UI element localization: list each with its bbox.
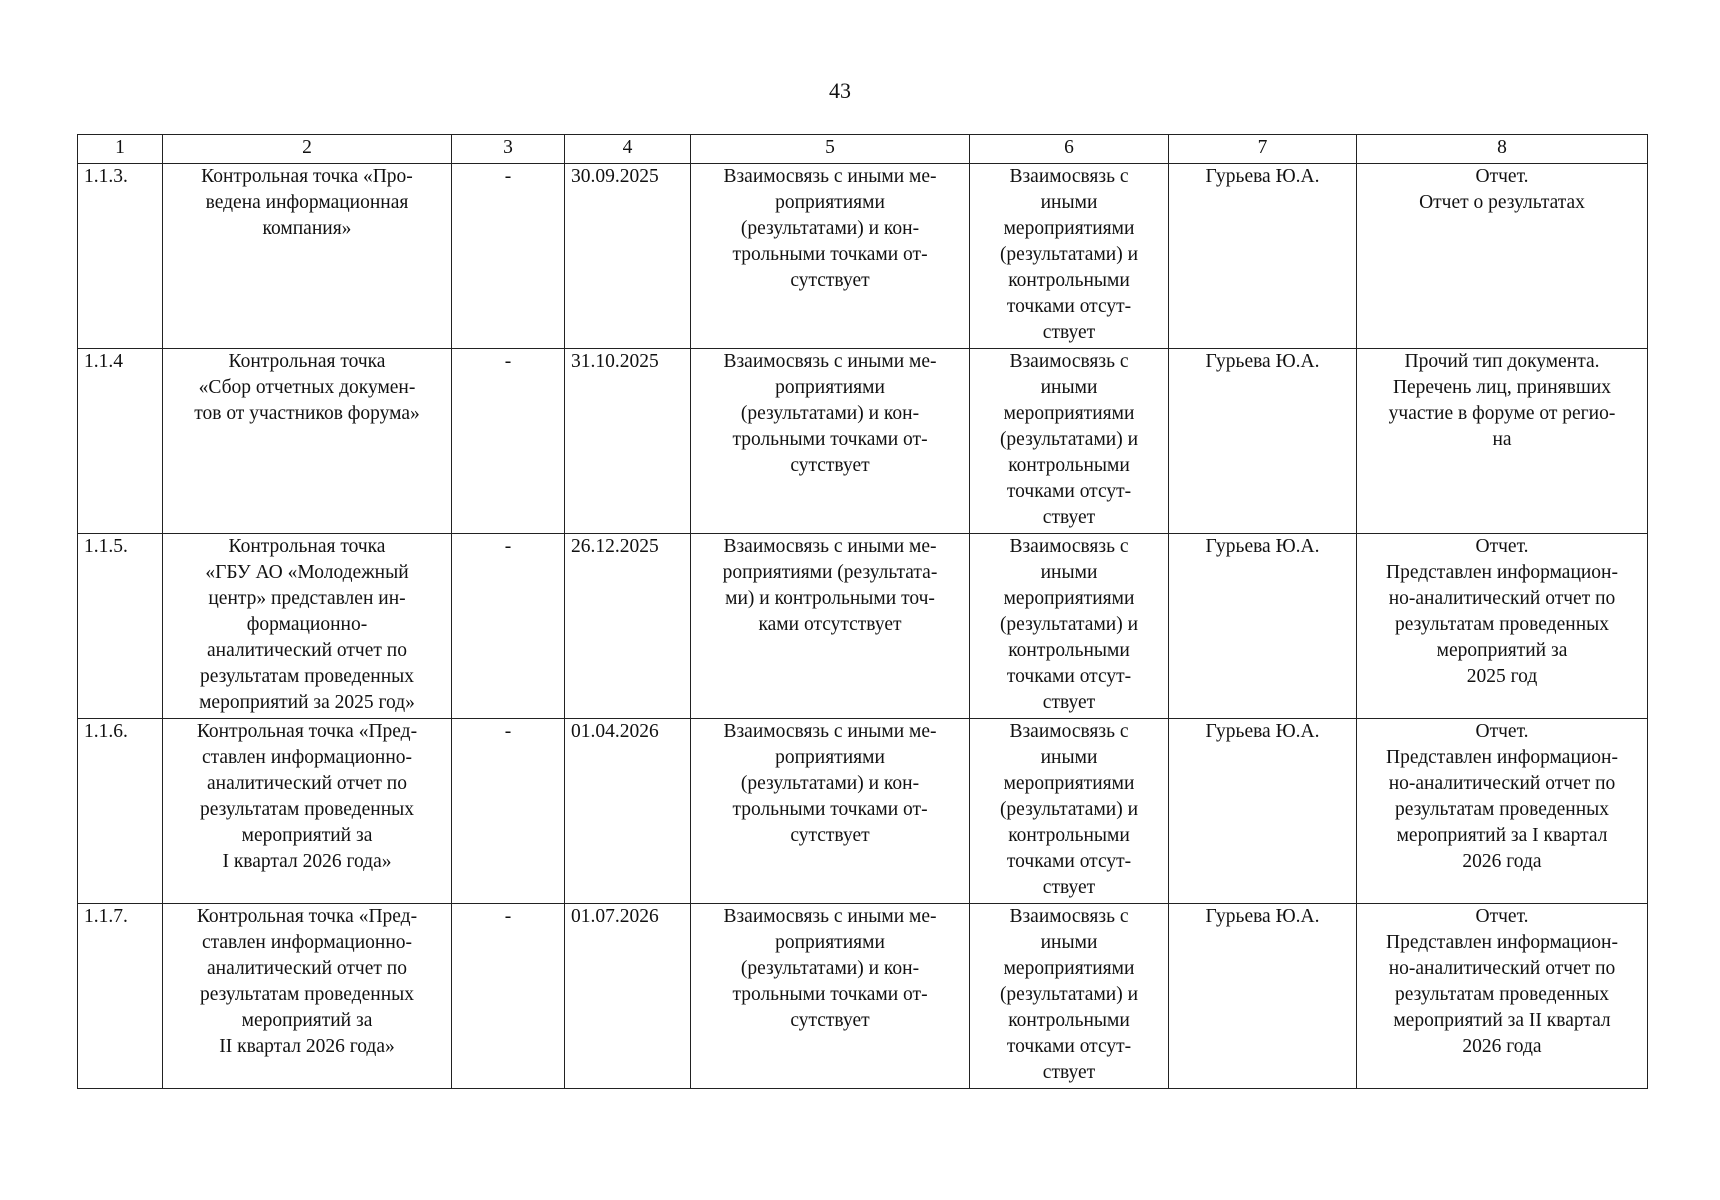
cell-line: аналитический отчет по [207, 773, 407, 794]
cell-line: но-аналитический отчет по [1388, 773, 1616, 794]
cell-line: точками отсут- [1006, 1036, 1132, 1057]
document-cell [1357, 904, 1648, 1089]
control-points-table [77, 134, 1648, 1089]
table-row [78, 349, 1648, 534]
cell-line: результатам проведенных [200, 666, 414, 687]
header-cell: 7 [1169, 135, 1357, 164]
cell-line: (результатами) и [999, 984, 1139, 1005]
responsible-cell: Гурьева Ю.А. [1169, 349, 1357, 534]
cell-line: Представлен информацион- [1386, 747, 1618, 768]
cell-line: иными [1040, 562, 1098, 583]
header-cell: 2 [163, 135, 452, 164]
control-point-name-cell [163, 719, 452, 904]
cell-line: Отчет. [1475, 166, 1529, 187]
control-point-name-cell [163, 904, 452, 1089]
relation-cell-alt [970, 349, 1169, 534]
cell-line: Прочий тип документа. [1404, 351, 1600, 372]
cell-line: мероприятий за II квартал [1393, 1010, 1611, 1031]
cell-line: Взаимосвязь с иными ме- [723, 536, 937, 557]
cell-line: результатам проведенных [200, 984, 414, 1005]
cell-line: ствует [1042, 1062, 1096, 1083]
cell-line: (результатами) и [999, 429, 1139, 450]
cell-line: результатам проведенных [200, 799, 414, 820]
cell-line: иными [1040, 747, 1098, 768]
row-number-cell: 1.1.6. [78, 719, 163, 904]
cell-line: мероприятий за I квартал [1396, 825, 1608, 846]
table-row [78, 719, 1648, 904]
table-row [78, 534, 1648, 719]
cell-line: Взаимосвязь с [1009, 721, 1129, 742]
cell-line: Взаимосвязь с иными ме- [723, 906, 937, 927]
date-cell: 26.12.2025 [565, 534, 691, 719]
document-cell [1357, 534, 1648, 719]
cell-line: Взаимосвязь с иными ме- [723, 351, 937, 372]
cell-line: контрольными [1008, 270, 1130, 291]
cell-line: сутствует [790, 1010, 870, 1031]
cell-line: Отчет. [1475, 906, 1529, 927]
cell-line: трольными точками от- [732, 799, 928, 820]
header-cell: 4 [565, 135, 691, 164]
cell-line: Взаимосвязь с [1009, 536, 1129, 557]
cell-line: Отчет. [1475, 721, 1529, 742]
date-cell: 31.10.2025 [565, 349, 691, 534]
cell-line: ставлен информационно- [201, 932, 413, 953]
responsible-cell: Гурьева Ю.А. [1169, 904, 1357, 1089]
cell-line: аналитический отчет по [207, 640, 407, 661]
header-cell: 8 [1357, 135, 1648, 164]
cell-line: тов от участников форума» [194, 403, 420, 424]
cell-line: контрольными [1008, 455, 1130, 476]
date-cell: 01.07.2026 [565, 904, 691, 1089]
cell-line: результатам проведенных [1395, 984, 1609, 1005]
cell-line: результатам проведенных [1395, 614, 1609, 635]
cell-line: трольными точками от- [732, 984, 928, 1005]
cell-line: ками отсутствует [758, 614, 902, 635]
cell-line: мероприятий за [241, 825, 373, 846]
cell-line: контрольными [1008, 1010, 1130, 1031]
column-3-cell: - [452, 719, 565, 904]
cell-line: сутствует [790, 270, 870, 291]
cell-line: мероприятиями [1003, 588, 1135, 609]
cell-line: сутствует [790, 455, 870, 476]
cell-line: точками отсут- [1006, 666, 1132, 687]
cell-line: 2026 года [1462, 851, 1542, 872]
relation-cell [691, 534, 970, 719]
row-number-cell: 1.1.4 [78, 349, 163, 534]
cell-line: Взаимосвязь с [1009, 351, 1129, 372]
cell-line: контрольными [1008, 640, 1130, 661]
table-row [78, 164, 1648, 349]
cell-line: ставлен информационно- [201, 747, 413, 768]
cell-line: мероприятиями [1003, 958, 1135, 979]
relation-cell-alt [970, 719, 1169, 904]
cell-line: 2025 год [1466, 666, 1538, 687]
cell-line: (результатами) и кон- [740, 773, 920, 794]
document-cell [1357, 164, 1648, 349]
cell-line: роприятиями [775, 377, 885, 398]
relation-cell [691, 719, 970, 904]
cell-line: мероприятиями [1003, 403, 1135, 424]
column-3-cell: - [452, 904, 565, 1089]
cell-line: Взаимосвязь с иными ме- [723, 721, 937, 742]
cell-line: ствует [1042, 877, 1096, 898]
document-cell [1357, 719, 1648, 904]
cell-line: Представлен информацион- [1386, 932, 1618, 953]
header-cell: 6 [970, 135, 1169, 164]
column-3-cell: - [452, 534, 565, 719]
cell-line: мероприятиями [1003, 773, 1135, 794]
cell-line: но-аналитический отчет по [1388, 958, 1616, 979]
document-cell [1357, 349, 1648, 534]
cell-line: Представлен информацион- [1386, 562, 1618, 583]
cell-line: (результатами) и кон- [740, 403, 920, 424]
relation-cell [691, 349, 970, 534]
cell-line: «Сбор отчетных докумен- [198, 377, 416, 398]
header-cell: 3 [452, 135, 565, 164]
cell-line: (результатами) и [999, 799, 1139, 820]
cell-line: иными [1040, 932, 1098, 953]
cell-line: Контрольная точка «Пред- [196, 906, 418, 927]
cell-line: мероприятий за [241, 1010, 373, 1031]
relation-cell [691, 904, 970, 1089]
cell-line: «ГБУ АО «Молодежный [205, 562, 409, 583]
cell-line: но-аналитический отчет по [1388, 588, 1616, 609]
cell-line: мероприятиями [1003, 218, 1135, 239]
cell-line: Контрольная точка «Про- [201, 166, 413, 187]
cell-line: ми) и контрольными точ- [725, 588, 935, 609]
cell-line: Контрольная точка [228, 351, 386, 372]
responsible-cell: Гурьева Ю.А. [1169, 719, 1357, 904]
cell-line: иными [1040, 192, 1098, 213]
cell-line: участие в форуме от регио- [1388, 403, 1616, 424]
cell-line: Взаимосвязь с [1009, 166, 1129, 187]
cell-line: Контрольная точка [228, 536, 386, 557]
cell-line: точками отсут- [1006, 296, 1132, 317]
cell-line: роприятиями (результата- [722, 562, 938, 583]
cell-line: ствует [1042, 322, 1096, 343]
row-number-cell: 1.1.5. [78, 534, 163, 719]
cell-line: роприятиями [775, 747, 885, 768]
cell-line: контрольными [1008, 825, 1130, 846]
cell-line: трольными точками от- [732, 244, 928, 265]
cell-line: (результатами) и кон- [740, 958, 920, 979]
relation-cell-alt [970, 164, 1169, 349]
control-point-name-cell [163, 534, 452, 719]
cell-line: ведена информационная [205, 192, 409, 213]
cell-line: центр» представлен ин- [208, 588, 406, 609]
responsible-cell: Гурьева Ю.А. [1169, 164, 1357, 349]
header-cell: 1 [78, 135, 163, 164]
cell-line: формационно- [246, 614, 368, 635]
responsible-cell: Гурьева Ю.А. [1169, 534, 1357, 719]
column-3-cell: - [452, 349, 565, 534]
cell-line: Контрольная точка «Пред- [196, 721, 418, 742]
cell-line: роприятиями [775, 192, 885, 213]
table-row [78, 904, 1648, 1089]
relation-cell-alt [970, 904, 1169, 1089]
cell-line: точками отсут- [1006, 851, 1132, 872]
control-point-name-cell [163, 164, 452, 349]
cell-line: точками отсут- [1006, 481, 1132, 502]
cell-line: Взаимосвязь с [1009, 906, 1129, 927]
cell-line: аналитический отчет по [207, 958, 407, 979]
row-number-cell: 1.1.7. [78, 904, 163, 1089]
cell-line: (результатами) и [999, 244, 1139, 265]
row-number-cell: 1.1.3. [78, 164, 163, 349]
control-point-name-cell [163, 349, 452, 534]
cell-line: результатам проведенных [1395, 799, 1609, 820]
cell-line: ствует [1042, 692, 1096, 713]
cell-line: сутствует [790, 825, 870, 846]
cell-line: компания» [262, 218, 352, 239]
date-cell: 01.04.2026 [565, 719, 691, 904]
column-3-cell: - [452, 164, 565, 349]
header-row [78, 135, 1648, 164]
cell-line: мероприятий за 2025 год» [199, 692, 415, 713]
cell-line: I квартал 2026 года» [222, 851, 392, 872]
cell-line: 2026 года [1462, 1036, 1542, 1057]
cell-line: ствует [1042, 507, 1096, 528]
cell-line: роприятиями [775, 932, 885, 953]
cell-line: мероприятий за [1436, 640, 1568, 661]
header-cell: 5 [691, 135, 970, 164]
relation-cell [691, 164, 970, 349]
cell-line: (результатами) и [999, 614, 1139, 635]
cell-line: Взаимосвязь с иными ме- [723, 166, 937, 187]
cell-line: Отчет. [1475, 536, 1529, 557]
page-number: 43 [829, 78, 851, 103]
relation-cell-alt [970, 534, 1169, 719]
date-cell: 30.09.2025 [565, 164, 691, 349]
cell-line: (результатами) и кон- [740, 218, 920, 239]
cell-line: Перечень лиц, принявших [1392, 377, 1612, 398]
cell-line: на [1492, 429, 1512, 450]
cell-line: Отчет о результатах [1419, 192, 1585, 213]
cell-line: трольными точками от- [732, 429, 928, 450]
cell-line: иными [1040, 377, 1098, 398]
cell-line: II квартал 2026 года» [219, 1036, 395, 1057]
